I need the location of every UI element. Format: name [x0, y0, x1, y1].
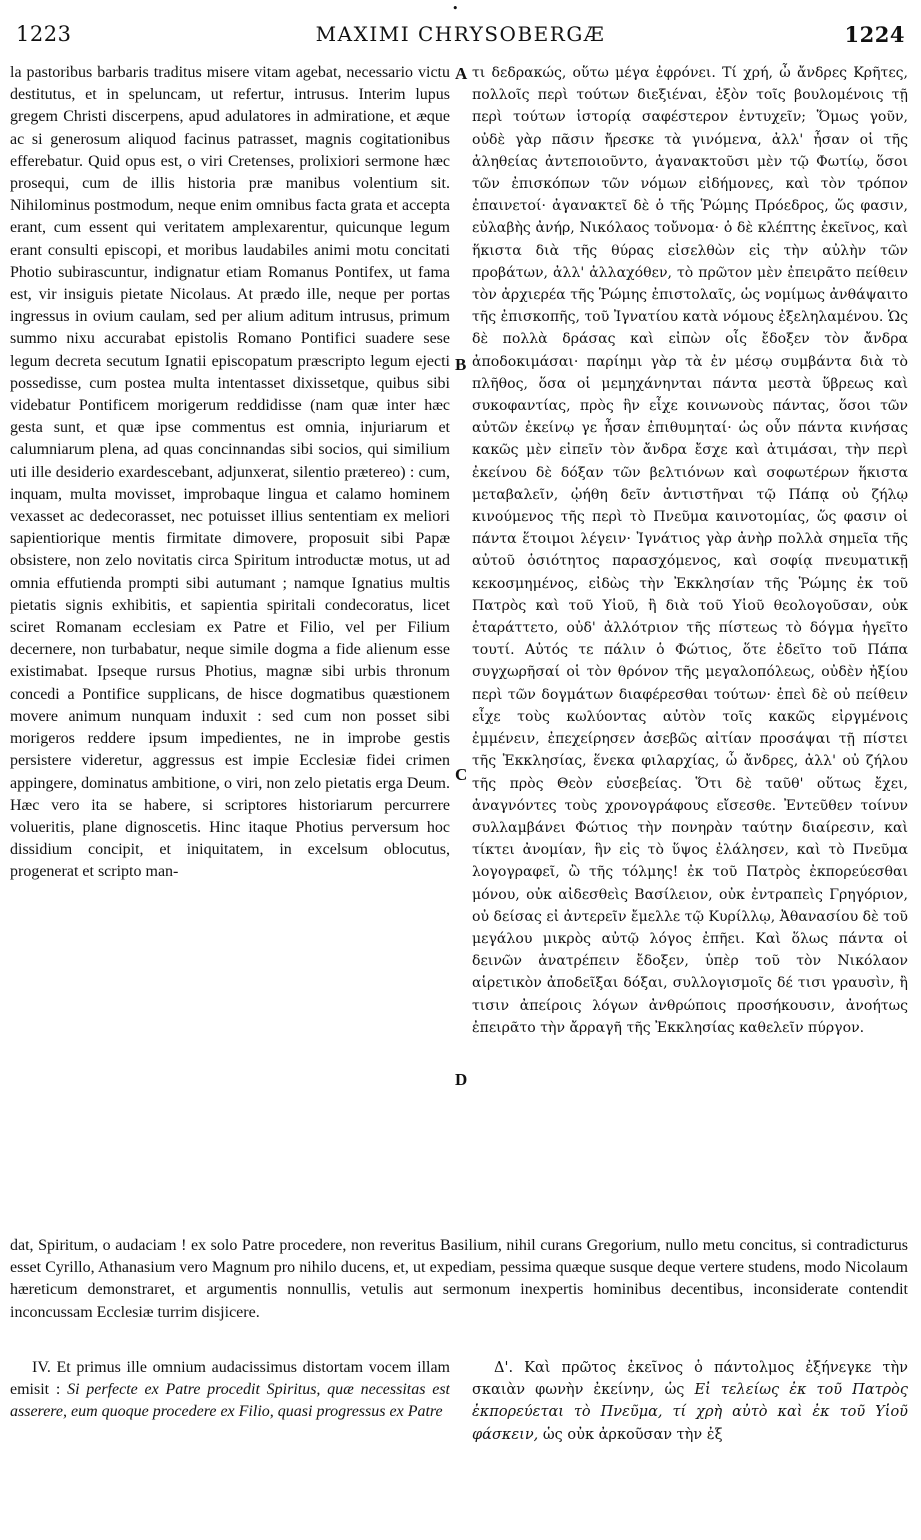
section-marker-d: D [455, 1070, 468, 1089]
section-marker-b: B [455, 355, 467, 374]
greek-section-iv [472, 1357, 908, 1467]
greek-iv-tail: ὡς οὐκ ἀρκοῦσαν τὴν ἐξ [538, 1426, 723, 1443]
latin-column [10, 62, 450, 1235]
section-marker-a: A [455, 64, 468, 83]
section-marker-c: C [455, 765, 468, 784]
top-mark: • [452, 2, 459, 15]
page-number-right: 1224 [844, 22, 905, 47]
latin-iv-lead: IV. Et primus ille omnium audacissimus distortam vocem illam emisit : [10, 1359, 450, 1399]
greek-column [472, 62, 908, 1235]
latin-paragraph: la pastoribus barbaris traditus misere vitam agebat, necessario victu destitutus, et in speluncam, ut refertur, intrusus. Interim lupus gregem Christi discerpens, apud adulatores in admiratione, et æque ac si generosum aliquod facinus patrasset, magnis cogitationibus efferebatur. Quid opus est, o viri Cretenses, prolixiori sermone hæc prosequi, cum de illis historia præ manibus volentium sit. Nihilominus postmodum, neque enim omnibus facta grata et accepta erant, cum essent qui veritatem amplexarentur, quicunque legum erant consulti episcopi, et moribus laudabiles animi motu concitati Photio subirascuntur, indignatur etiam Romanus Pontifex, ut fama est, vir insiguis pietate Nicolaus. At prædo ille, neque per portas ingressus in ovium caulam, sed per alium aditum intrusus, primum summo nixu accurabat epistolis Romano Pontifici suadere sese legum decreta secutum Ignatii episcopatum præscripto legum ejecti possedisse, cum postea multa intentasset dixissetque, quibus sibi videbatur Pontificem morigerum reddidisse (nam quæ inter hæc gesta sunt, et quæ ipse commentus est omnia, injuriarum et calumniarum plena, ad quas concinnandas sibi socios, qui similium uti ille desiderio exardescebant, adjunxerat, silentio prætereo) : cum, inquam, multa movisset, improbaque lingua et calamo hominem vexasset ac dedecorasset, nec potuisset illius sententiam ex meliori sapientiorique mentis firmitate dimovere, proposuit sibi Papæ obsistere, non zelo novitatis circa Spiritum introductæ motus, ut ad omnia effutienda prompti sibi autumant ; namque Ignatius multis pietatis signis exhibitis, et sapientia spiritali condecoratus, licet sciret Romanam ecclesiam ex Patre et Filio, vel per Filium decernere, non turbabatur, neque simile dogma a fide alienum esse existimabat. Ipseque rursus Photius, magnæ sibi urbis thronum concedi a Pontifice supplicans, de hisce dogmatibus quæstionem movere animum nunquam induxit : sed cum non posset sibi morigeros reddere ipsum impedientes, ne in improbe gestis persistere videretur, aggressus est impie Ecclesiæ fidei crimen appingere, dominatus ambitione, o viri, non zelo pietatis erga Deum. Hæc vero ita se habere, si scriptores historiarum percurrere volueritis, plane dignoscetis. Hinc itaque Photius perversum hoc dissidium concipit, et iniquitatem, in excelsum oblocutus, progenerat et scripto man- [10, 64, 450, 881]
running-title: MAXIMI CHRYSOBERGÆ [315, 22, 606, 46]
greek-iv-paragraph [472, 1357, 908, 1446]
latin-section-iv [10, 1357, 450, 1467]
greek-iv-quote: Εἰ τελείως ἐκ τοῦ Πατρὸς ἐκπορεύεται τὸ Πνεῦμα, τί χρὴ αὐτὸ καὶ ἐκ τοῦ Υἱοῦ φάσκειν, [472, 1382, 908, 1443]
latin-iv-paragraph [10, 1357, 450, 1424]
page-number-left: 1223 [16, 22, 72, 46]
latin-iv-quote: Si perfecte ex Patre procedit Spiritus, quæ necessitas est asserere, eum quoque procedere ex Filio, quasi progressus ex Patre [10, 1381, 450, 1421]
greek-paragraph: τι δεδρακώς, οὕτω μέγα ἐφρόνει. Τί χρή, ὦ ἄνδρες Κρῆτες, πολλοῖς περὶ τούτων διεξιέναι, ἐξὸν τοῖς βουλομένοις τῇ περὶ τούτων ἱστορίᾳ σαφέστερον ἐντυχεῖν; Ὅμως γοῦν, οὐδὲ γὰρ πᾶσιν ἤρεσκε τὰ γινόμενα, ἀλλ' ἦσαν οἱ τῆς ἀληθείας ἀντεποιοῦντο, ἀγανακτοῦσι μὲν τῷ Φωτίῳ, ὅσοι τῶν ἐπισκόπων τῶν νόμων εἰδήμονες, καὶ τὸν τρόπον ἐπαινετοί· ἀγανακτεῖ δὲ ὁ τῆς Ῥώμης Πρόεδρος, ὥς φασιν, εὐλαβὴς ἀνήρ, Νικόλαος τοὔνομα· ὁ δὲ κλέπτης ἐκεῖνος, καὶ ἥκιστα διὰ τῆς θύρας εἰσελθὼν εἰς τὴν αὐλὴν τῶν προβάτων, ἀλλ' ἀλλαχόθεν, τὸ πρῶτον μὲν ἐπειρᾶτο πείθειν τὸν ἀρχιερέα τῆς Ῥώμης ἐπιστολαῖς, ὡς νομίμως ἀνθάψαιτο τῆς ἐπισκοπῆς, τοῦ Ἰγνατίου κατὰ νόμους ἐξεληλαμένου. Ὡς δὲ πολλὰ δράσας καὶ εἰπὼν οἷς ἔδοξεν τὸν ἄνδρα ἀποδοκιμάσαι· παρίημι γὰρ τὰ ἐν μέσῳ συμβάντα διὰ τὸ πλῆθος, ὅσα οἱ μεμηχάνηνται πάντα μεστὰ ὕβρεως καὶ συκοφαντίας, πρὸς ἣν εἶχε κοινωνοὺς πάντας, ὅσοι τῶν αὐτῶν ἐκείνῳ γε ἦσαν ἐπιθυμηταί· ὡς οὖν πάντα κινήσας κακῶς μὲν εἰπεῖν τὸν ἄνδρα ἔσχε καὶ ἀτιμάσαι, τὴν περὶ ἐκείνου δὲ δόξαν τῶν βελτιόνων καὶ σοφωτέρων ἥκιστα μεταβαλεῖν, ᾠήθη δεῖν ἀντιστῆναι τῷ Πάπᾳ οὐ ζήλῳ κινούμενος τῆς περὶ τὸ Πνεῦμα καινοτομίας, ὥς φασιν οἱ πάντα ἕτοιμοι λέγειν· Ἰγνάτιος γὰρ ἀνὴρ πολλὰ σημεῖα τῆς αὐτοῦ ὁσιότητος παρασχόμενος, καὶ σοφίᾳ πνευματικῇ κεκοσμημένος, εἰδὼς τὴν Ἐκκλησίαν τῆς Ῥώμης ἐκ τοῦ Πατρὸς καὶ τοῦ Υἱοῦ, ἢ διὰ τοῦ Υἱοῦ θεολογοῦσαν, οὐκ ἐταράττετο, οὐδ' ἀλλότριον τῆς πίστεως τὸ δόγμα ἡγεῖτο τουτί. Αὐτός τε πάλιν ὁ Φώτιος, ὅτε ἐδεῖτο τοῦ Πάπα συγχωρῆσαί οἱ τὸν θρόνον τῆς μεγαλοπόλεως, οὐδὲν ἠξίου περὶ τῶν δογμάτων διαφέρεσθαι τούτων· ἐπεὶ δὲ οὐ πείθειν εἶχε τοὺς κωλύοντας αὐτὸν τοῖς κακῶς εἰργμένοις ἐμμένειν, ἐπεχείρησεν ἀσεβῶς αἰτίαν προσάψαι τῇ πίστει τῆς Ἐκκλησίας, ἕνεκα φιλαρχίας, ὦ ἄνδρες, ἀλλ' οὐ ζήλου τῆς πρὸς Θεὸν εὐσεβείας. Ὅτι δὲ ταῦθ' οὕτως ἔχει, ἀναγνόντες τοὺς χρονογράφους εἴσεσθε. Ἐντεῦθεν τοίνυν συλλαμβάνει Φώτιος τὴν πονηρὰν ταύτην διαίρεσιν, καὶ τίκτει ἀνομίαν, ἣν εἰς τὸ ὕψος ἐλάλησεν, καὶ τὸ Πνεῦμα λογογραφεῖ, ὢ τῆς τόλμης! ἐκ τοῦ Πατρὸς ἐκπορεύεσθαι μόνου, οὐκ αἰδεσθεὶς Βασίλειον, οὐκ ἐντραπεὶς Γρηγόριον, οὐ δείσας εἰ ἀντερεῖν ἔμελλε τῷ Κυρίλλῳ, Ἀθανασίου δὲ τοῦ μεγάλου μικρὸς αὐτῷ λόγος ἐπῆει. Καὶ ὅλως πάντα οἱ δεινῶν ἀνατρέπειν ἔδοξεν, ὑπὲρ τοῦ τὸν Νικόλαον αἱρετικὸν ἀποδεῖξαι δόξαι, συλλογισμοῖς δέ τισι γραυσὶν, ἢ τισιν ἀπείροις λόγων ἀνθρώποις προσήκουσιν, ἀνοήτως ἐπειρᾶτο τὴν ἄρραγῆ τῆς Ἐκκλησίας καθελεῖν πύργον. [472, 65, 908, 1036]
greek-iv-lead: Δ'. Καὶ πρῶτος ἐκεῖνος ὁ πάντολμος ἐξήνεγκε τὴν σκαιὰν φωνὴν ἐκείνην, ὡς [472, 1360, 908, 1399]
latin-full-paragraph: dat, Spiritum, o audaciam ! ex solo Patre procedere, non reveritus Basilium, nihil curans Gregorium, nullo metu concitus, si contradicturus esset Cyrillo, Athanasium vero Magnum pro nihilo ducens, et, ut expediam, pessima quæque susque deque vertere studens, modo Nicolaum hæreticum demonstraret, et argumentis nonnullis, vetulis aut sermonum inexpertis hominibus decentibus, inconsiderate contendit inconcussam Ecclesiæ turrim disjicere. [10, 1237, 908, 1321]
latin-full-width [10, 1235, 908, 1346]
